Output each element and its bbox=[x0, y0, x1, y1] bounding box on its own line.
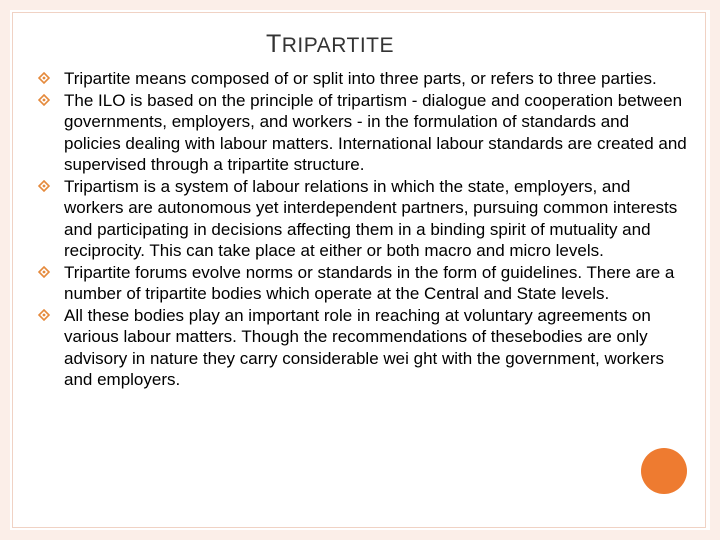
bullet-text: The ILO is based on the principle of tripartism - dialogue and cooperation between governments, employers, and workers - in the formulation of standards and policies dealing with labour matters. International labour standards are created and supervised through a tripartite structure. bbox=[64, 90, 687, 174]
bullet-lead: Tripartite bbox=[64, 69, 131, 88]
bullet-item bbox=[38, 68, 688, 90]
bullet-icon bbox=[38, 266, 50, 278]
slide-left-edge bbox=[0, 0, 10, 540]
bullet-item bbox=[38, 90, 688, 176]
bullet-text: Tripartite forums evolve norms or standards in the form of guidelines. There are a number of tripartite bodies which operate at the Central and State levels. bbox=[64, 262, 675, 303]
slide-right-edge bbox=[710, 0, 720, 540]
bullet-icon bbox=[38, 72, 50, 84]
slide-top-edge bbox=[0, 0, 720, 10]
bullet-list bbox=[38, 68, 688, 391]
bullet-icon bbox=[38, 94, 50, 106]
bullet-item bbox=[38, 305, 688, 391]
slide-title bbox=[0, 30, 660, 59]
slide-bottom-edge bbox=[0, 530, 720, 540]
bullet-icon bbox=[38, 309, 50, 321]
bullet-icon bbox=[38, 180, 50, 192]
bullet-text: means composed of or split into three parts, or refers to three parties. bbox=[130, 69, 657, 88]
bullet-text: All these bodies play an important role in reaching at voluntary agreements on various labour matters. Though the recommendations of thesebodies are only advisory in nature they carry considerable wei ght with the government, workers and employers. bbox=[64, 305, 665, 389]
bullet-text: Tripartism is a system of labour relations in which the state, employers, and workers are autonomous yet interdependent partners, pursuing common interests and participating in decisions affecting them in a binding spirit of mutuality and reciprocity. This can take place at either or both macro and micro levels. bbox=[64, 176, 678, 260]
title-rest: RIPARTITE bbox=[281, 34, 395, 57]
title-first-letter: T bbox=[265, 30, 282, 58]
accent-circle bbox=[641, 448, 687, 494]
bullet-item bbox=[38, 262, 688, 305]
bullet-item bbox=[38, 176, 688, 262]
